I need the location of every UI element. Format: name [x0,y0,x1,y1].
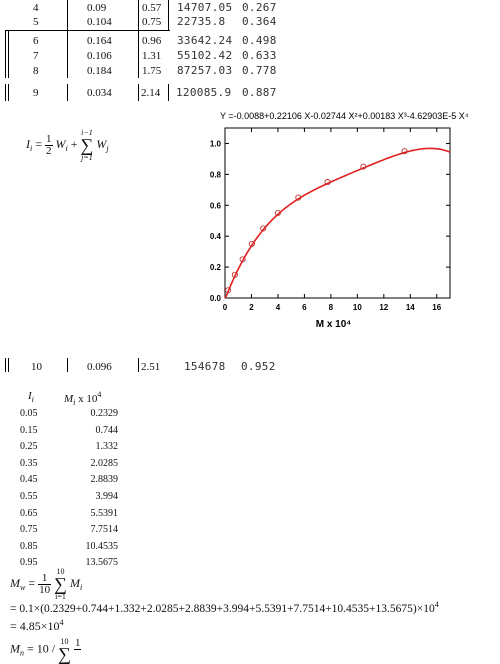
list-header-m: $M_i$ x $10^4$ [64,390,102,407]
x-tick-label: 10 [352,303,362,312]
fit-chart [196,104,496,336]
list-m-value: 7.7514 [90,524,118,536]
cell-value: 0.034 [87,87,112,99]
list-m-value: 5.5391 [90,507,118,519]
list-i-value: 0.15 [20,424,38,436]
cell-value: 0.57 [142,2,162,14]
cell-value: 0.267 [242,1,277,14]
formula-mw: $M_w$ = $\frac{1}{10}$ 10 ∑ i=1 $M_i$ [10,567,83,601]
y-tick-label: 1.0 [209,139,221,149]
cell-value: 0.75 [142,16,162,28]
cell-value: 55102.42 [177,49,233,62]
cell-value: 0.633 [242,49,277,62]
x-tick-label: 8 [328,303,334,312]
list-i-value: 0.05 [20,408,38,419]
list-i-value: 0.95 [20,557,38,569]
cell-value: 1.75 [142,65,162,77]
plot-frame [225,128,450,298]
list-m-value: 10.4535 [85,540,118,552]
list-m-value: 0.744 [95,424,118,436]
formula-mw-result: = $4.85\times 10^4$ [10,618,64,633]
list-m-value: 1.332 [95,441,118,453]
cell-value: 0.778 [242,64,277,77]
list-i-value: 0.65 [20,507,38,519]
cell-value: 0.164 [87,35,112,47]
cell-value: 22735.8 [177,15,226,28]
cell-value: 120085.9 [176,86,232,99]
row-number: 10 [31,361,42,373]
list-m-value: 0.2329 [90,408,118,419]
list-i-value: 0.55 [20,491,38,502]
cell-value: 14707.05 [177,1,233,14]
x-tick-label: 0 [222,303,228,312]
x-tick-label: 12 [379,303,389,312]
formula-cumulative-weight: $I_i$ = $\frac{1}{2}$ $W_i + i-1$ ∑ j=1 $W_j$ [26,128,109,162]
cell-value: 87257.03 [177,64,233,77]
list-i-value: 0.85 [20,540,38,552]
list-header-i: $I_i$ [28,390,34,404]
list-i-value: 0.35 [20,457,38,469]
list-m-value: 2.8839 [90,474,118,486]
x-tick-label: 6 [302,303,307,312]
y-tick-label: 0.0 [209,294,221,303]
y-tick-label: 0.2 [209,263,221,273]
cell-value: 154678 [184,360,226,373]
row-number: 6 [33,35,39,47]
fit-curve [225,148,450,298]
cell-value: 0.887 [242,86,277,99]
formula-mw-expansion: = $0.1\times(0.2329+0.744+1.332+2.0285+2.8839+3.994+5.5391+7.7514+10.4535+13.5675)\times 10^4$ [10,600,439,615]
cell-value: 2.51 [141,361,161,373]
row-number: 9 [33,87,39,99]
row-number: 7 [33,50,39,62]
x-axis-label: M x 10⁴ [315,319,352,330]
cell-value: 33642.24 [177,34,233,47]
cell-value: 0.09 [87,2,107,14]
cell-value: 2.14 [141,87,161,99]
chart-title: Y =-0.0088+0.22106 X-0.02744 X²+0.00183 X³-4.62903E-5 X⁴ [220,111,469,121]
cell-value: 0.106 [87,50,112,62]
x-tick-label: 14 [405,303,415,312]
cell-value: 1.31 [142,50,162,62]
cell-value: 0.184 [87,65,112,77]
row-number: 8 [33,65,39,77]
cell-value: 0.364 [242,15,277,28]
cell-value: 0.96 [142,35,162,47]
cell-value: 0.498 [242,34,277,47]
list-m-value: 13.5675 [85,557,118,569]
y-tick-label: 0.4 [209,232,221,242]
list-i-value: 0.75 [20,524,38,536]
y-tick-label: 0.6 [209,201,221,211]
formula-mn: $M_n = 10 / 10$ ∑ 1 [10,637,81,664]
y-tick-label: 0.8 [209,170,221,180]
cell-value: 0.952 [241,360,276,373]
list-i-value: 0.45 [20,474,38,486]
x-tick-label: 2 [249,303,254,312]
row-number: 4 [33,2,39,14]
cell-value: 0.104 [87,16,112,28]
list-i-value: 0.25 [20,441,38,453]
cell-value: 0.096 [87,361,112,373]
list-m-value: 2.0285 [90,457,118,469]
row-number: 5 [33,16,39,28]
x-tick-label: 4 [275,303,281,312]
list-m-value: 3.994 [95,491,118,502]
x-tick-label: 16 [432,303,442,312]
